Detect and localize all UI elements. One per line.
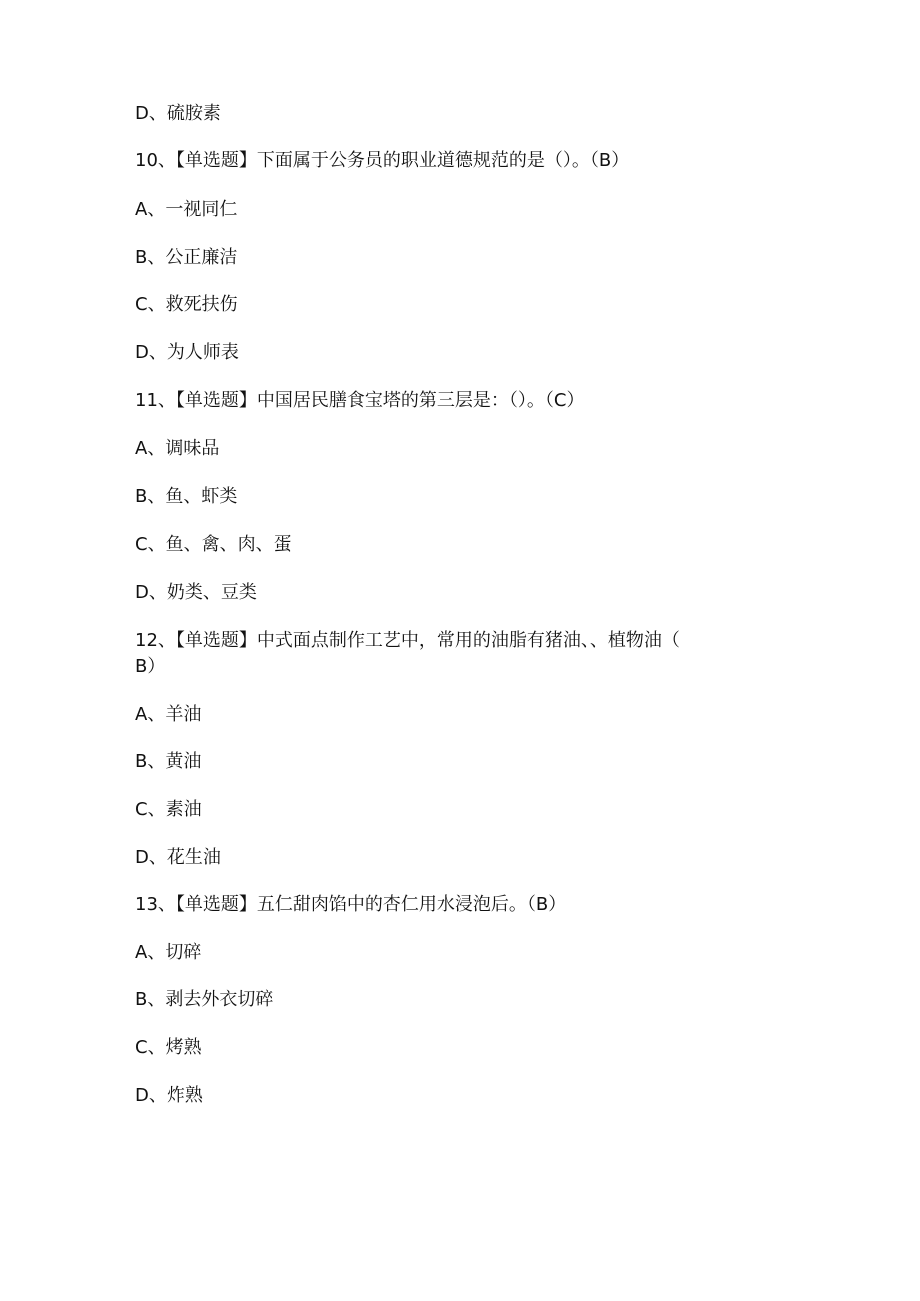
option-line: B、黄油 xyxy=(135,751,202,772)
option-line: C、素油 xyxy=(135,799,202,820)
option-line: C、鱼、禽、肉、蛋 xyxy=(135,534,292,555)
option-line: B、鱼、虾类 xyxy=(135,486,238,507)
question-11: 11、【单选题】中国居民膳食宝塔的第三层是：（）。（C） xyxy=(135,390,585,411)
option-line: A、羊油 xyxy=(135,704,202,725)
option-line: B、剥去外衣切碎 xyxy=(135,989,274,1010)
question-10: 10、【单选题】下面属于公务员的职业道德规范的是（）。（B） xyxy=(135,150,630,171)
option-line: B、公正廉洁 xyxy=(135,247,238,268)
question-13: 13、【单选题】五仁甜肉馅中的杏仁用水浸泡后。（B） xyxy=(135,894,567,915)
option-line: A、切碎 xyxy=(135,942,202,963)
question-12: 12、【单选题】中式面点制作工艺中，常用的油脂有猪油、、植物油（ xyxy=(135,630,680,651)
option-line: D、硫胺素 xyxy=(135,103,221,124)
option-line: D、炸熟 xyxy=(135,1085,203,1106)
question-12-continuation: B） xyxy=(135,656,166,677)
option-line: D、奶类、豆类 xyxy=(135,582,257,603)
option-line: D、为人师表 xyxy=(135,342,239,363)
option-line: A、一视同仁 xyxy=(135,199,238,220)
option-line: C、烤熟 xyxy=(135,1037,202,1058)
option-line: D、花生油 xyxy=(135,847,221,868)
option-line: A、调味品 xyxy=(135,438,220,459)
option-line: C、救死扶伤 xyxy=(135,294,238,315)
